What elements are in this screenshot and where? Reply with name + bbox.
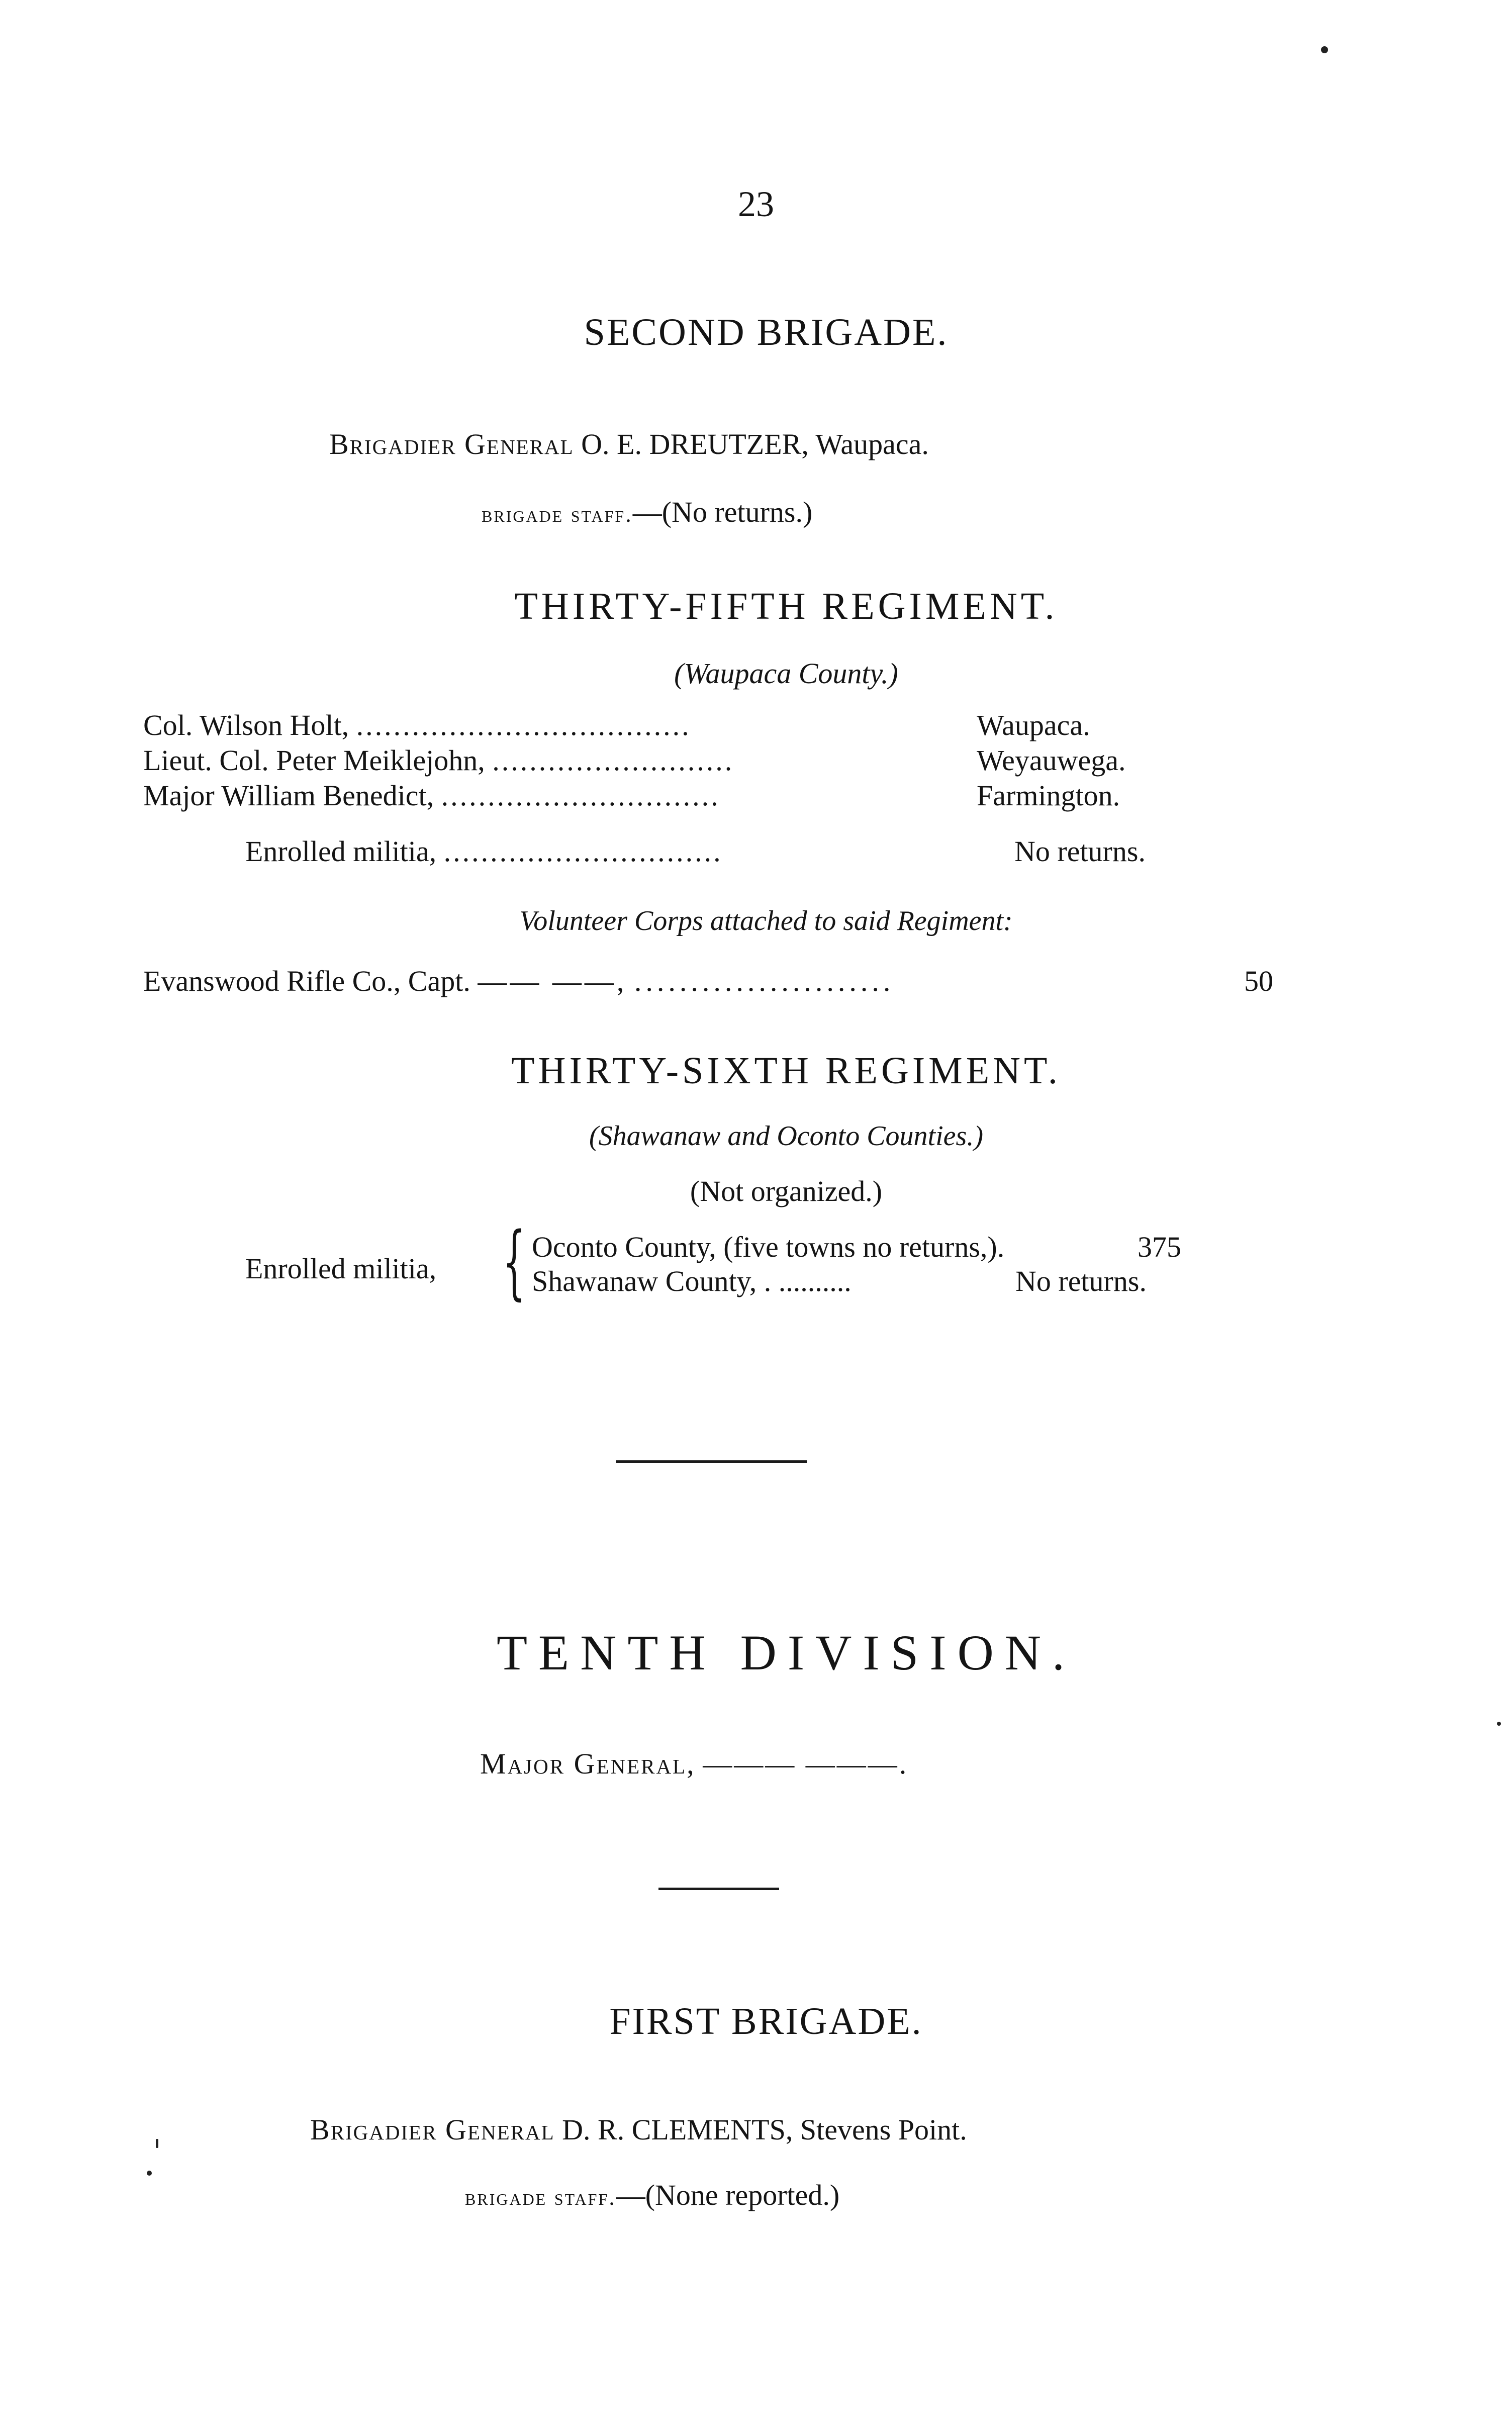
militia-value: No returns. [1014, 835, 1146, 868]
scan-speck [147, 2171, 152, 2176]
scan-speck [156, 2139, 158, 2148]
thirty-fifth-militia-row [245, 834, 1200, 868]
dot-leader: .................................... [356, 709, 691, 741]
commander-name: D. R. CLEMENTS, [562, 2113, 793, 2146]
officer-name: Lieut. Col. Peter Meiklejohn, [143, 744, 485, 777]
officer-row [143, 781, 1146, 811]
militia-county-row [532, 1264, 1185, 1298]
officer-row [143, 710, 1146, 740]
dot-leader: ....................... [634, 965, 895, 997]
first-brigade-heading: FIRST BRIGADE. [609, 2000, 923, 2042]
county-text: Oconto County, (five towns no returns,). [532, 1231, 1005, 1263]
volunteer-value: 50 [1244, 965, 1273, 997]
first-brigade-staff [465, 2178, 839, 2212]
second-brigade-heading: SECOND BRIGADE. [584, 311, 949, 353]
militia-label: Enrolled militia, [245, 835, 437, 868]
officer-place: Weyauwega. [977, 744, 1126, 777]
page-number: 23 [738, 184, 774, 224]
second-brigade-staff [482, 495, 812, 529]
officer-place: Farmington. [977, 779, 1120, 812]
volunteer-blank: —— ——, [478, 965, 627, 997]
commander-blank: ——— ———. [703, 1747, 909, 1780]
dot-leader: .............................. [441, 779, 720, 812]
commander-town: Stevens Point. [800, 2113, 967, 2146]
volunteer-row [143, 964, 1284, 998]
commander-rank: Brigadier General [329, 428, 574, 460]
tenth-division-heading: TENTH DIVISION. [496, 1625, 1076, 1680]
officer-place: Waupaca. [977, 709, 1090, 741]
officer-name: Major William Benedict, [143, 779, 434, 812]
tenth-division-commander [480, 1747, 908, 1781]
commander-rank: Brigadier General [310, 2113, 555, 2146]
county-text: Shawanaw County, . .......... [532, 1265, 852, 1297]
militia-county-row [532, 1230, 1185, 1264]
thirty-fifth-heading: THIRTY-FIFTH REGIMENT. [514, 585, 1058, 627]
section-divider [658, 1888, 779, 1890]
thirty-fifth-county: (Waupaca County.) [674, 657, 898, 690]
dot-leader: .......................... [492, 744, 734, 777]
section-divider [616, 1460, 807, 1463]
staff-note: —(None reported.) [616, 2179, 840, 2211]
scan-speck [1321, 46, 1328, 53]
officer-row [143, 745, 1146, 776]
commander-rank: Major General, [480, 1747, 696, 1780]
brace-icon: { [503, 1215, 526, 1309]
staff-label: brigade staff. [482, 501, 633, 527]
thirty-sixth-militia-label: Enrolled militia, [245, 1252, 437, 1285]
second-brigade-commander [329, 427, 929, 461]
staff-note: —(No returns.) [632, 496, 813, 528]
officer-name: Col. Wilson Holt, [143, 709, 349, 741]
commander-name: O. E. DREUTZER, [581, 428, 809, 460]
thirty-sixth-counties: (Shawanaw and Oconto Counties.) [589, 1120, 983, 1152]
first-brigade-commander [310, 2113, 967, 2146]
volunteer-heading: Volunteer Corps attached to said Regiment: [519, 905, 1013, 937]
scan-speck [1497, 1722, 1501, 1726]
county-value: No returns. [1015, 1265, 1147, 1297]
county-value: 375 [1138, 1231, 1181, 1263]
thirty-sixth-status: (Not organized.) [690, 1175, 883, 1207]
dot-leader: .............................. [443, 835, 723, 868]
staff-label: brigade staff. [465, 2184, 616, 2210]
thirty-sixth-heading: THIRTY-SIXTH REGIMENT. [511, 1050, 1061, 1092]
volunteer-name: Evanswood Rifle Co., Capt. [143, 965, 470, 997]
commander-town: Waupaca. [815, 428, 929, 460]
